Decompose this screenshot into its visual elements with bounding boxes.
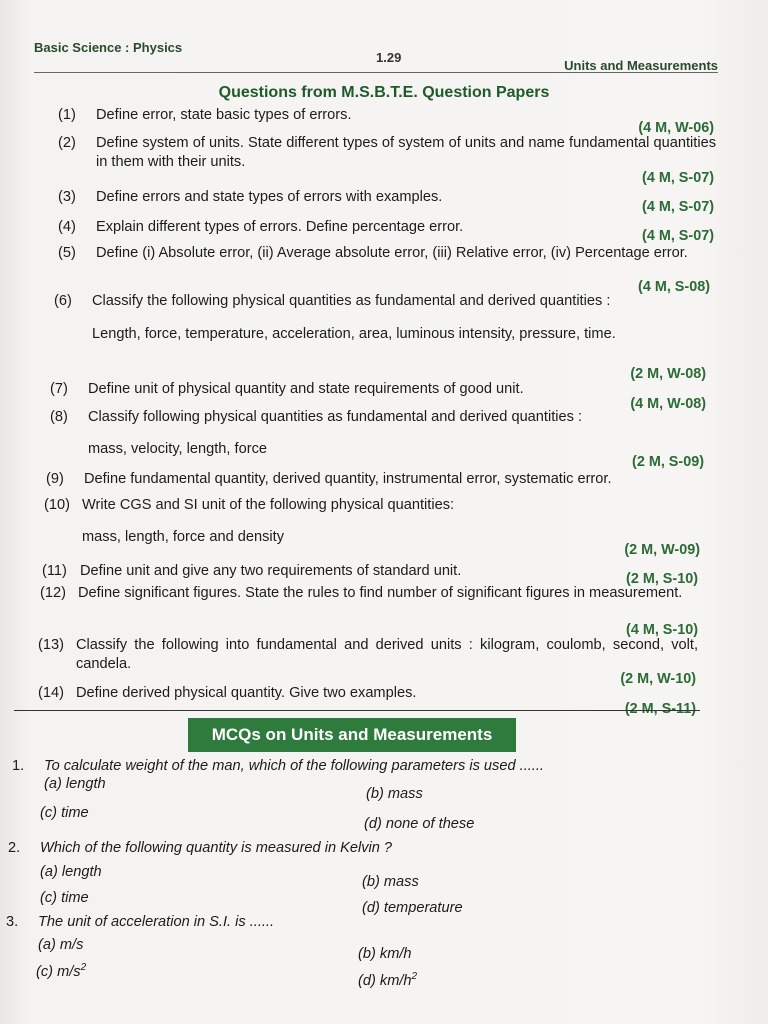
mcq-text: Which of the following quantity is measured in Kelvin ? — [40, 840, 393, 856]
question-text: Define unit and give any two requirements of standard unit. — [80, 563, 462, 579]
question-text: Classify the following into fundamental and derived units : kilogram, coulomb, second, volt, candela. — [76, 637, 698, 672]
question-item — [58, 134, 716, 174]
question-marks: (2 M, W-09) — [624, 542, 700, 558]
mcq-option-d — [358, 971, 417, 989]
mcq-option-d: (d) temperature — [362, 900, 463, 916]
question-text-line-2: mass, velocity, length, force — [88, 441, 267, 457]
question-number: (14) — [38, 685, 64, 701]
question-marks: (4 M, S-07) — [642, 170, 714, 186]
question-text: Define derived physical quantity. Give two examples. — [76, 685, 417, 701]
question-number: (12) — [40, 585, 66, 601]
question-number: (10) — [44, 497, 70, 513]
page-header — [34, 40, 718, 74]
mcq-text: The unit of acceleration in S.I. is ...... — [38, 914, 275, 930]
mcq-option-a: (a) length — [44, 776, 106, 792]
question-marks: (4 M, W-08) — [630, 396, 706, 412]
question-text: Define (i) Absolute error, (ii) Average absolute error, (iii) Relative error, (iv) Percentage error. — [96, 245, 688, 261]
mcq-option-a: (a) m/s — [38, 937, 84, 953]
mcq-question — [8, 840, 688, 860]
question-text: Define fundamental quantity, derived quantity, instrumental error, systematic error. — [84, 471, 612, 487]
question-number: (2) — [58, 135, 76, 151]
question-number: (1) — [58, 107, 76, 123]
mcq-option-b: (b) km/h — [358, 946, 412, 962]
mcq-question — [12, 758, 692, 778]
superscript-two: 2 — [80, 962, 87, 973]
mcq-option-c — [36, 962, 86, 980]
mcq-number: 3. — [6, 914, 19, 930]
question-number: (5) — [58, 245, 76, 261]
section-title: Questions from M.S.B.T.E. Question Papers — [218, 84, 550, 101]
question-text: Define system of units. State different types of system of units and name fundamental quantities in them with their units. — [96, 135, 716, 170]
question-number: (8) — [50, 409, 68, 425]
question-text-line-2: mass, length, force and density — [82, 529, 284, 545]
question-marks: (2 M, S-10) — [626, 571, 698, 587]
question-text: Explain different types of errors. Define percentage error. — [96, 219, 464, 235]
mcq-number: 2. — [8, 840, 21, 856]
question-marks: (2 M, S-11) — [624, 701, 696, 717]
mcq-option-a: (a) length — [40, 864, 102, 880]
question-text: Define significant figures. State the rules to find number of significant figures in measurement. — [78, 585, 683, 601]
question-item — [38, 636, 698, 676]
mcq-option-b: (b) mass — [362, 874, 419, 890]
question-item — [54, 292, 694, 362]
question-text: Define unit of physical quantity and state requirements of good unit. — [88, 381, 524, 397]
question-marks: (4 M, S-07) — [642, 199, 714, 215]
question-marks: (2 M, W-10) — [620, 671, 696, 687]
section-divider — [14, 710, 700, 711]
question-number: (13) — [38, 637, 64, 653]
mcq-option-b: (b) mass — [366, 786, 423, 802]
question-marks: (2 M, S-09) — [632, 454, 704, 470]
question-marks: (4 M, S-08) — [638, 279, 710, 295]
question-number: (4) — [58, 219, 76, 235]
header-rule — [34, 72, 718, 73]
mcq-number: 1. — [12, 758, 25, 774]
mcq-option-c: (c) time — [40, 890, 89, 906]
question-number: (6) — [54, 293, 72, 309]
mcq-section-banner: MCQs on Units and Measurements — [188, 718, 516, 752]
question-text: Write CGS and SI unit of the following physical quantities: — [82, 497, 455, 513]
mcq-option-d-text: (d) km/h — [358, 972, 412, 989]
question-item — [50, 408, 670, 464]
question-marks: (4 M, W-06) — [638, 120, 714, 136]
mcq-option-c-text: (c) m/s — [36, 963, 81, 980]
question-marks: (4 M, S-10) — [626, 622, 698, 638]
question-marks: (4 M, S-07) — [642, 228, 714, 244]
header-book-title: Basic Science : Physics — [34, 40, 183, 55]
question-number: (3) — [58, 189, 76, 205]
question-text-line-2: Length, force, temperature, acceleration, area, luminous intensity, pressure, time. — [92, 326, 616, 342]
question-item — [58, 244, 712, 284]
question-number: (11) — [42, 563, 67, 579]
question-marks: (2 M, W-08) — [630, 366, 706, 382]
mcq-option-d: (d) none of these — [364, 816, 475, 832]
question-number: (7) — [50, 381, 68, 397]
question-item — [44, 496, 564, 552]
mcq-question — [6, 914, 686, 934]
superscript-two: 2 — [411, 971, 418, 982]
question-text: Classify following physical quantities as fundamental and derived quantities : — [88, 409, 583, 425]
mcq-option-c: (c) time — [40, 805, 89, 821]
question-text: Classify the following physical quantities as fundamental and derived quantities : — [92, 293, 611, 309]
question-item — [40, 584, 700, 624]
question-text: Define error, state basic types of errors. — [96, 107, 352, 123]
header-chapter-title: Units and Measurements — [564, 58, 718, 73]
question-number: (9) — [46, 471, 64, 487]
mcq-text: To calculate weight of the man, which of the following parameters is used ...... — [44, 758, 544, 774]
page-number: 1.29 — [376, 50, 402, 65]
question-text: Define errors and state types of errors with examples. — [96, 189, 443, 205]
